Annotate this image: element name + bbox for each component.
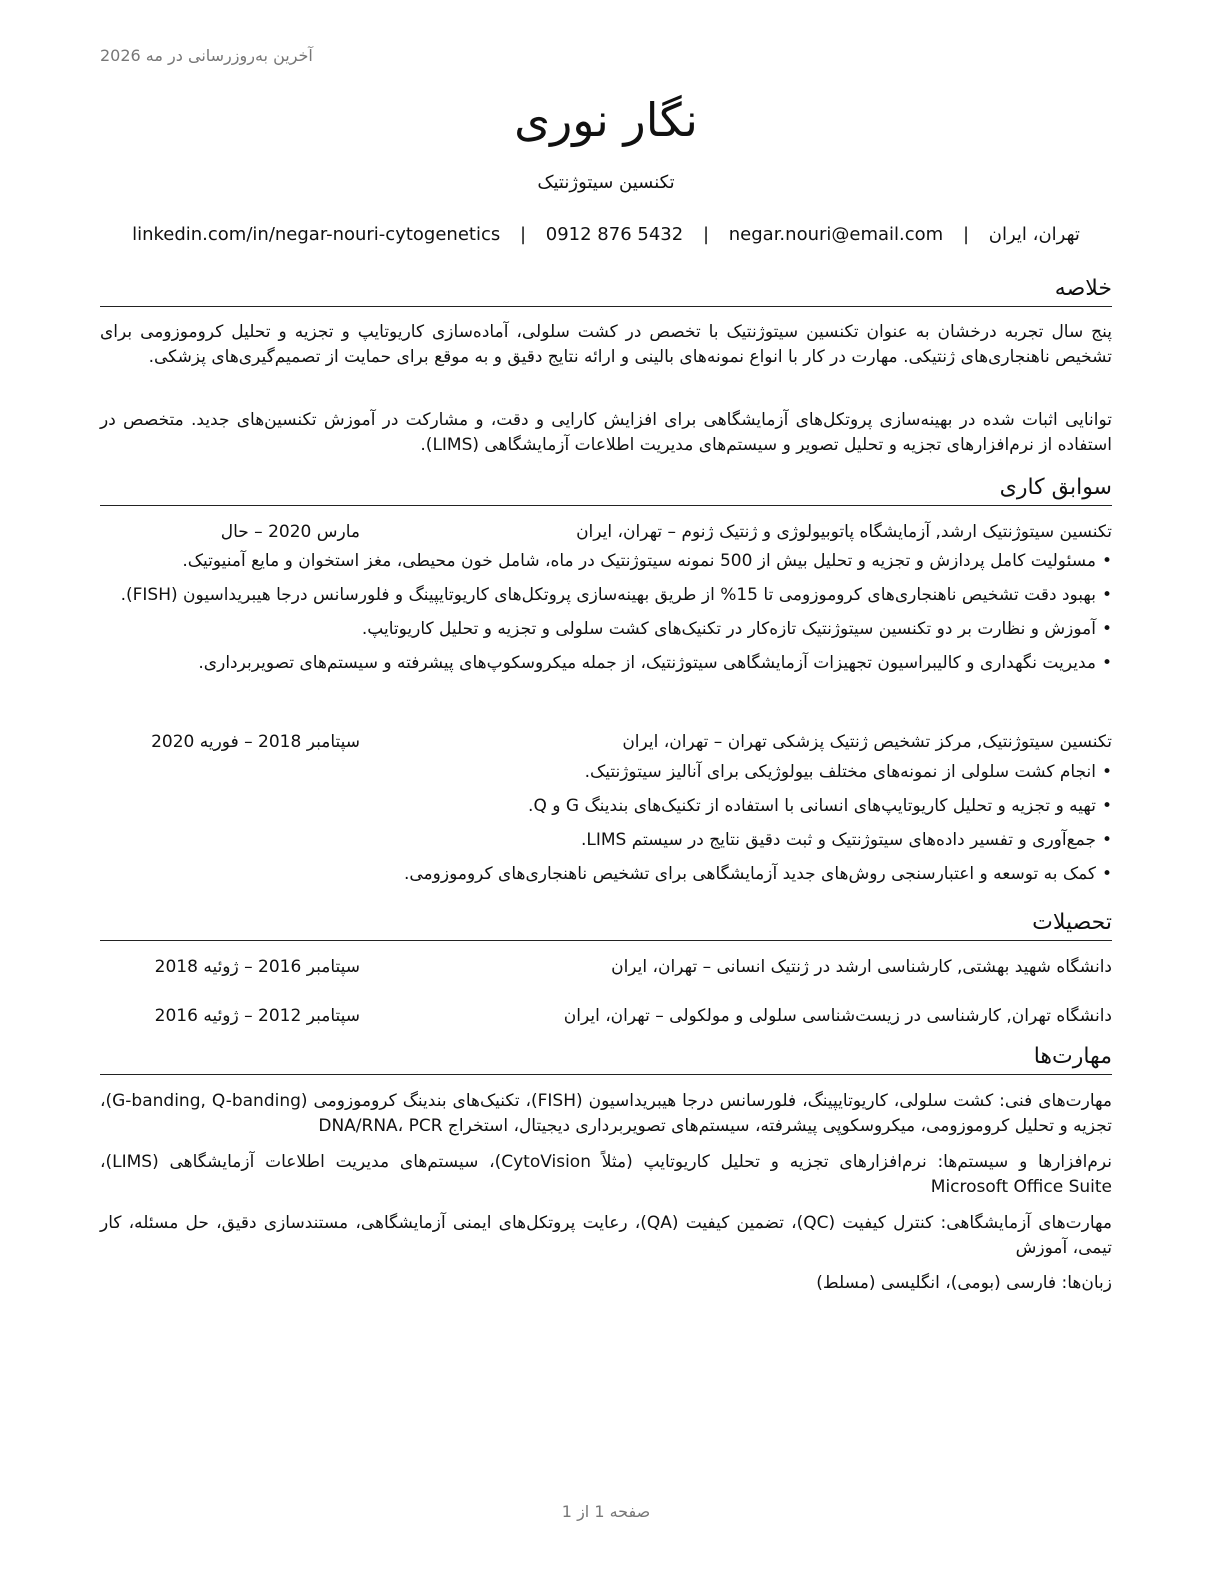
resume-page [100, 0, 1112, 1584]
contact-line [100, 222, 1112, 248]
job-header [100, 728, 1112, 756]
job-header [100, 518, 1112, 546]
job-bullets [100, 549, 1112, 676]
skills-line: مهارت‌های آزمایشگاهی: کنترل کیفیت (QC)، تضمین کیفیت (QA)، رعایت پروتکل‌های ایمنی آزمایشگاهی، مستندسازی دقیق، حل مسئله، کار تیمی، آموزش [100, 1213, 1112, 1258]
page-number: صفحه 1 از 1 [561, 1502, 651, 1521]
summary-paragraph: توانایی اثبات شده در بهینه‌سازی پروتکل‌های آزمایشگاهی برای افزایش کارایی و دقت، و مشارکت در آموزش تکنسین‌های جدید. متخصص در استفاده از نرم‌افزارهای تجزیه و تحلیل تصویر و سیستم‌های مدیریت اطلاعات آزمایشگاهی (LIMS). [100, 410, 1112, 455]
education-dates: سپتامبر 2016 – ژوئیه 2018 [154, 957, 360, 977]
contact-location: تهران، ایران [988, 224, 1080, 245]
education-degree: دانشگاه شهید بهشتی, کارشناسی ارشد در ژنتیک انسانی – تهران، ایران [611, 957, 1112, 977]
contact-separator: | [519, 224, 527, 245]
job-bullet: • انجام کشت سلولی از نمونه‌های مختلف بیولوژیکی برای آنالیز سیتوژنتیک. [100, 760, 1112, 785]
job-bullet: • بهبود دقت تشخیص ناهنجاری‌های کروموزومی تا 15% از طریق بهینه‌سازی پروتکل‌های کاریوتایپینگ و فلورسانس درجا هیبریداسیون (FISH). [100, 583, 1112, 608]
contact-email[interactable]: negar.nouri@email.com [728, 224, 944, 245]
job-bullet: • کمک به توسعه و اعتبارسنجی روش‌های جدید آزمایشگاهی برای تشخیص ناهنجاری‌های کروموزومی. [100, 862, 1112, 887]
skills-line: زبان‌ها: فارسی (بومی)، انگلیسی (مسلط) [816, 1273, 1112, 1293]
job-role-org: تکنسین سیتوژنتیک ارشد, آزمایشگاه پاتوبیولوژی و ژنتیک ژنوم – تهران، ایران [576, 522, 1112, 542]
last-updated-note: آخرین به‌روزرسانی در مه 2026 [100, 46, 313, 65]
skills-line: نرم‌افزارها و سیستم‌ها: نرم‌افزارهای تجزیه و تحلیل کاریوتایپ (مثلاً CytoVision)، سیستم‌های مدیریت اطلاعات آزمایشگاهی (LIMS)، Microsoft Office Suite [100, 1152, 1112, 1197]
job-bullets [100, 760, 1112, 887]
job-bullet: • آموزش و نظارت بر دو تکنسین سیتوژنتیک تازه‌کار در تکنیک‌های کشت سلولی و تجزیه و تحلیل کاریوتایپ. [100, 617, 1112, 642]
education-item [100, 1002, 1112, 1030]
job-bullet: • مسئولیت کامل پردازش و تجزیه و تحلیل بیش از 500 نمونه سیتوژنتیک در ماه، شامل خون محیطی، مغز استخوان و مایع آمنیوتیک. [100, 549, 1112, 574]
section-heading-education: تحصیلات [100, 908, 1112, 941]
job-title: تکنسین سیتوژنتیک [537, 172, 675, 193]
job-bullet: • تهیه و تجزیه و تحلیل کاریوتایپ‌های انسانی با استفاده از تکنیک‌های بندینگ G و Q. [100, 794, 1112, 819]
contact-phone: 0912 876 5432 [545, 224, 684, 245]
contact-separator: | [702, 224, 710, 245]
skills-line: مهارت‌های فنی: کشت سلولی، کاریوتایپینگ، فلورسانس درجا هیبریداسیون (FISH)، تکنیک‌های بندینگ کروموزومی (G-banding, Q-banding)، تجزیه و تحلیل کروموزومی، میکروسکوپی پیشرفته، سیستم‌های تصویربرداری دیجیتال، استخراج DNA/RNA، PCR [100, 1091, 1112, 1136]
section-heading-summary: خلاصه [100, 274, 1112, 307]
job-role-org: تکنسین سیتوژنتیک, مرکز تشخیص ژنتیک پزشکی تهران – تهران، ایران [622, 732, 1112, 752]
contact-separator: | [962, 224, 970, 245]
job-dates: سپتامبر 2018 – فوریه 2020 [151, 732, 360, 752]
job-bullet: • جمع‌آوری و تفسیر داده‌های سیتوژنتیک و ثبت دقیق نتایج در سیستم LIMS. [100, 828, 1112, 853]
education-degree: دانشگاه تهران, کارشناسی در زیست‌شناسی سلولی و مولکولی – تهران، ایران [563, 1006, 1112, 1026]
contact-linkedin[interactable]: linkedin.com/in/negar-nouri-cytogenetics [132, 224, 501, 245]
candidate-name: نگار نوری [514, 93, 698, 147]
job-bullet: • مدیریت نگهداری و کالیبراسیون تجهیزات آزمایشگاهی سیتوژنتیک، از جمله میکروسکوپ‌های پیشرفته و سیستم‌های تصویربرداری. [100, 651, 1112, 676]
summary-paragraph: پنج سال تجربه درخشان به عنوان تکنسین سیتوژنتیک با تخصص در کشت سلولی، آماده‌سازی کاریوتایپ و تجزیه و تحلیل کروموزومی برای تشخیص ناهنجاری‌های ژنتیکی. مهارت در کار با انواع نمونه‌های بالینی و ارائه نتایج دقیق و به موقع برای حمایت از تصمیم‌گیری‌های پزشکی. [100, 322, 1112, 367]
education-dates: سپتامبر 2012 – ژوئیه 2016 [154, 1006, 360, 1026]
section-heading-experience: سوابق کاری [100, 473, 1112, 506]
job-dates: مارس 2020 – حال [220, 522, 360, 542]
education-item [100, 953, 1112, 981]
section-heading-skills: مهارت‌ها [100, 1042, 1112, 1075]
